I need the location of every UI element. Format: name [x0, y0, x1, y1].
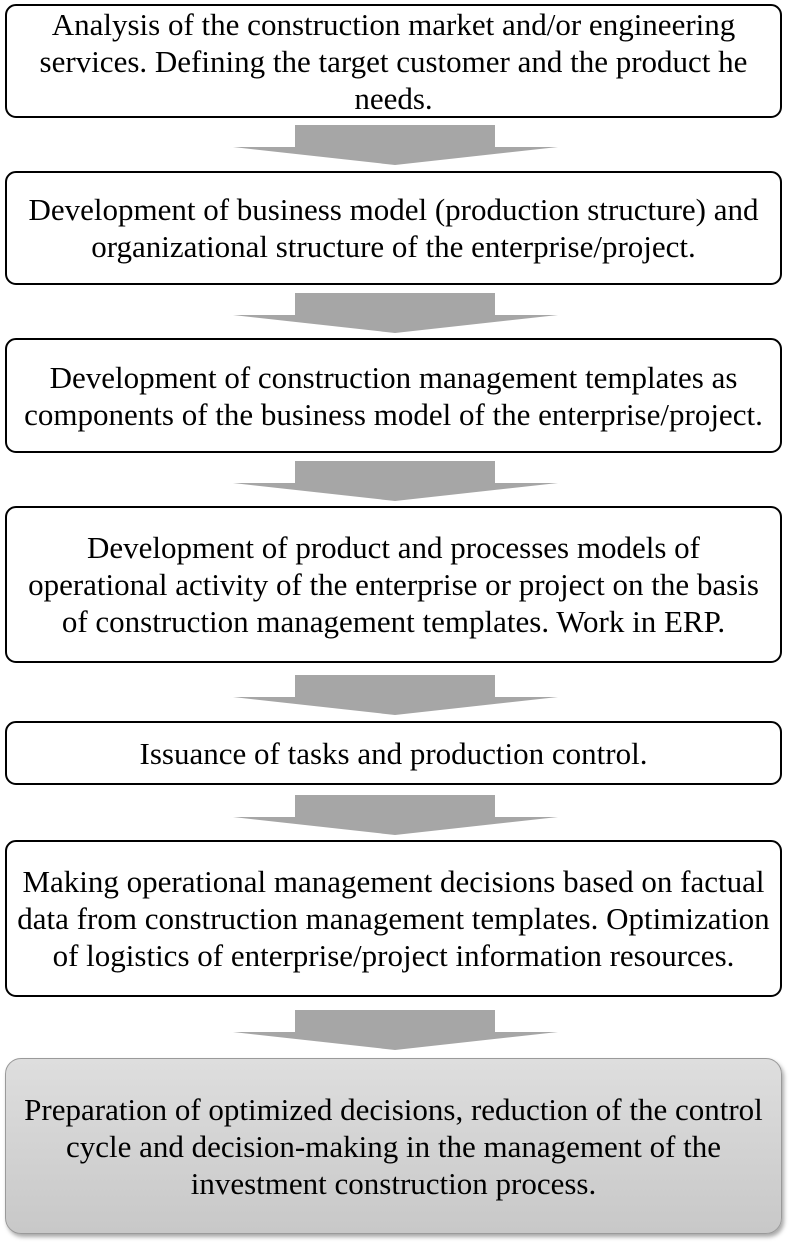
- down-arrow-icon: [233, 293, 558, 333]
- down-arrow-icon: [233, 1010, 558, 1050]
- down-arrow-icon: [233, 675, 558, 715]
- down-arrow-icon: [233, 125, 558, 165]
- flow-step-6-text: Making operational management decisions based on factual data from construction management templates. Optimization of logistics of enterprise/project information resources.: [17, 864, 770, 973]
- flow-step-4-text: Development of product and processes models of operational activity of the enterprise or project on the basis of construction management templates. Work in ERP.: [28, 530, 759, 639]
- down-arrow-icon: [233, 795, 558, 835]
- flow-step-1-text: Analysis of the construction market and/or engineering services. Defining the target customer and the product he needs.: [39, 6, 748, 116]
- flow-step-6: [5, 840, 782, 997]
- flow-step-5-text: Issuance of tasks and production control.: [139, 735, 648, 771]
- flow-step-3: [5, 338, 782, 453]
- flow-step-5: [5, 721, 782, 785]
- flow-step-7-text: Preparation of optimized decisions, reduction of the control cycle and decision-making in the management of the investment construction process.: [24, 1091, 763, 1201]
- flow-step-1: [5, 4, 782, 118]
- flow-step-4: [5, 506, 782, 663]
- flow-step-3-text: Development of construction management templates as components of the business model of the enterprise/project.: [24, 359, 763, 432]
- flow-step-7-final: [5, 1058, 782, 1234]
- flow-step-2-text: Development of business model (production structure) and organizational structure of the enterprise/project.: [28, 192, 759, 264]
- flow-step-2: [5, 171, 782, 285]
- down-arrow-icon: [233, 461, 558, 501]
